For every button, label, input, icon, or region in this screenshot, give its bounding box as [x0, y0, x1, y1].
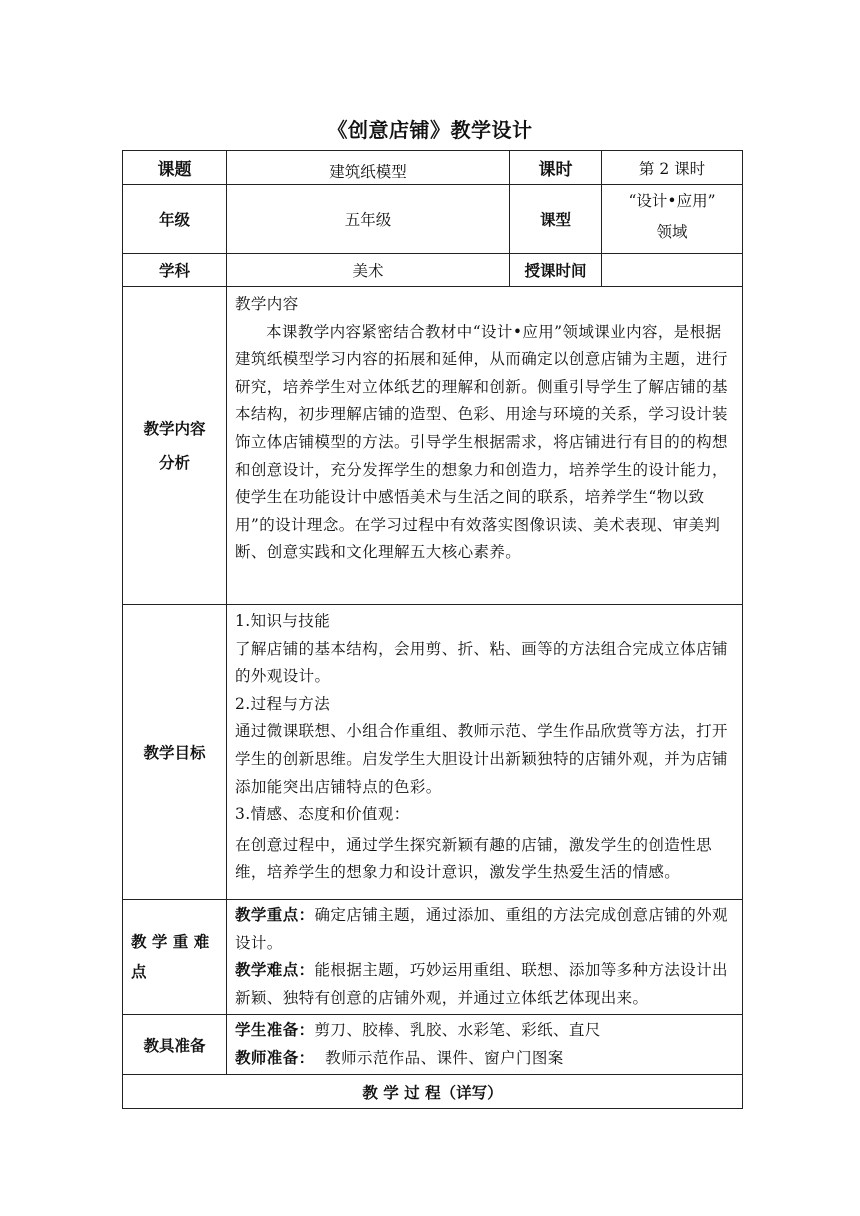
objective-heading-knowledge: 1.知识与技能 [235, 612, 331, 630]
objective-heading-process: 2.过程与方法 [235, 694, 331, 713]
materials-label: 教具准备 [143, 1036, 206, 1055]
student-materials-label: 学生准备： [235, 1021, 315, 1039]
teaching-process-title: 教 学 过 程 [362, 1083, 441, 1102]
discipline-label: 学科 [158, 262, 190, 280]
content-analysis-label [123, 287, 226, 604]
student-materials [235, 1017, 736, 1045]
content-analysis-label-line1: 教学内容 [143, 419, 206, 438]
teaching-time-value [602, 254, 742, 286]
teacher-materials [235, 1045, 736, 1073]
content-analysis-text [227, 287, 742, 604]
key-points-label-line2: 点 [131, 963, 147, 981]
grade-value: 五年级 [344, 211, 392, 229]
subject-label: 课题 [157, 160, 192, 180]
key-point-text: 确定店铺主题，通过添加、重组的方法完成创意店铺的外观设计。 [235, 906, 728, 952]
subject-value: 建筑纸模型 [329, 162, 407, 181]
teaching-time-label: 授课时间 [524, 262, 587, 280]
content-analysis-body: 本课教学内容紧密结合教材中“设计•应用”领域课业内容，是根据建筑纸模型学习内容的拓展和延伸，从而确定以创意店铺为主题，进行研究，培养学生对立体纸艺的理解和创新。侧重引导学生了解店铺的基本结构，初步理解店铺的造型、色彩、用途与环境的关系，学习设计装饰立体店铺模型的方法。引导学生根据需求，将店铺进行有目的的构想和创意设计，充分发挥学生的想象力和创造力，培养学生的设计能力，使学生在功能设计中感悟美术与生活之间的联系，培养学生“物以致用”的设计理念。在学习过程中有效落实图像识读、美术表现、审美判断、创意实践和文化理解五大核心素养。 [235, 322, 728, 562]
difficult-point-item [235, 957, 736, 1012]
key-point-label: 教学重点： [235, 906, 315, 924]
lesson-type-line1: “设计•应用” [628, 192, 716, 210]
difficult-point-text: 能根据主题，巧妙运用重组、联想、添加等多种方法设计出新颖、独特有创意的店铺外观，并通过立体纸艺体现出来。 [235, 961, 728, 1007]
teacher-materials-text: 教师示范作品、课件、窗户门图案 [314, 1048, 564, 1067]
content-analysis-heading: 教学内容 [235, 295, 299, 313]
student-materials-text: 剪刀、胶棒、乳胶、水彩笔、彩纸、直尺 [314, 1021, 601, 1039]
objectives-text [227, 605, 742, 899]
document-title: 《创意店铺》教学设计 [327, 118, 533, 142]
objective-heading-attitude: 3.情感、态度和价值观： [235, 805, 410, 824]
key-points-text [227, 900, 742, 1014]
content-analysis-label-line2: 分析 [158, 453, 190, 472]
difficult-point-label: 教学难点： [235, 961, 315, 980]
objectives-label: 教学目标 [143, 744, 206, 762]
discipline-value: 美术 [352, 262, 384, 280]
grade-label: 年级 [158, 211, 190, 229]
teaching-process-header [123, 1075, 742, 1108]
key-point-item [235, 902, 736, 957]
lesson-type-label: 课型 [539, 211, 571, 229]
lesson-type-line2: 领域 [656, 223, 688, 241]
teacher-materials-label: 教师准备： [235, 1048, 315, 1067]
lesson-hours-value: 第 2 课时 [638, 159, 706, 178]
teaching-process-note: （详写） [440, 1083, 503, 1102]
lesson-hours-label: 课时 [538, 160, 573, 180]
objective-attitude-text: 在创意过程中，通过学生探究新颖有趣的店铺，激发学生的创造性思维，培养学生的想象力和设计意识，激发学生热爱生活的情感。 [235, 835, 713, 882]
objective-knowledge-text: 了解店铺的基本结构，会用剪、折、粘、画等的方法组合完成立体店铺的外观设计。 [235, 639, 728, 686]
key-points-label [123, 900, 226, 1014]
key-points-label-line1: 教 学 重 难 [131, 933, 210, 951]
objective-process-text: 通过微课联想、小组合作重组、教师示范、学生作品欣赏等方法，打开学生的创新思维。启发学生大胆设计出新颖独特的店铺外观，并为店铺添加能突出店铺特点的色彩。 [235, 722, 728, 796]
materials-text [227, 1015, 742, 1074]
lesson-type-value [602, 185, 742, 253]
